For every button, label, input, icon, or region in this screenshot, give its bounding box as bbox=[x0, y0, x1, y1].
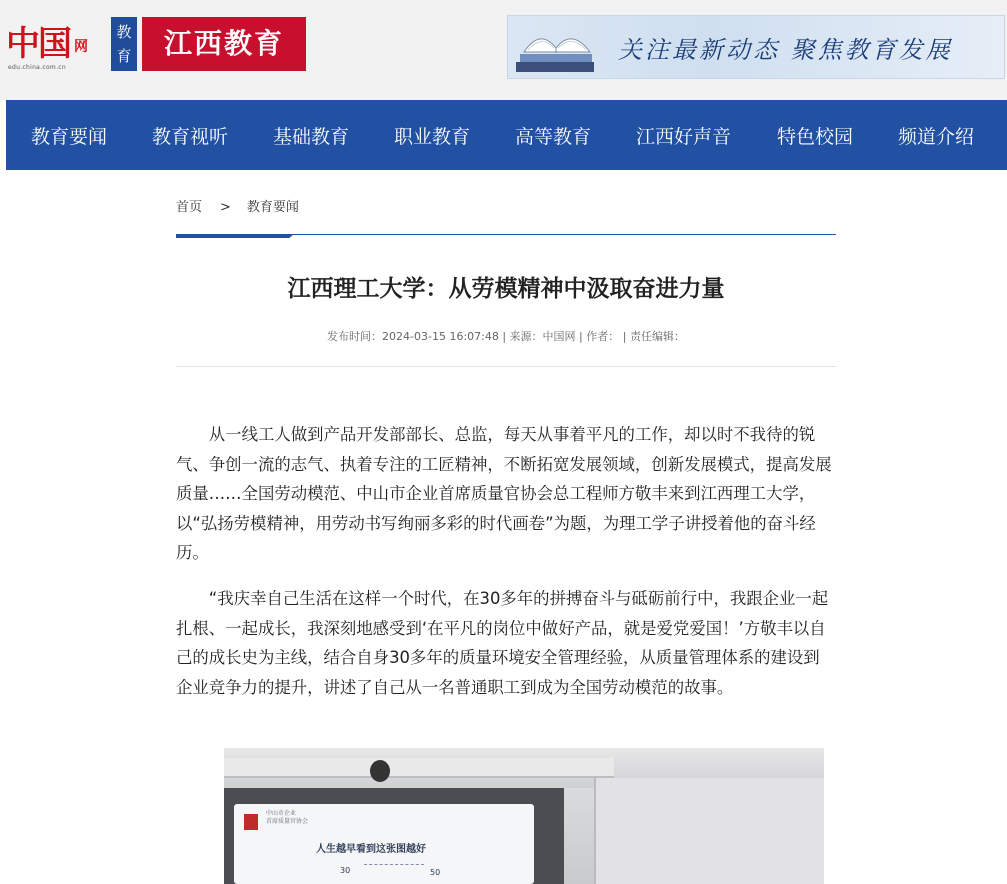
logo-url-text: edu.china.com.cn bbox=[8, 64, 66, 71]
breadcrumb-current[interactable]: 教育要闻 bbox=[246, 200, 299, 215]
article-title: 江西理工大学：从劳模精神中汲取奋进力量 bbox=[287, 276, 725, 302]
header-divider-accent bbox=[176, 234, 294, 238]
camera-icon bbox=[370, 760, 390, 782]
nav-item-higher[interactable]: 高等教育 bbox=[515, 126, 592, 148]
article-paragraph: “我庆幸自己生活在这样一个时代，在30多年的拼搏奋斗与砥砺前行中，我跟企业一起扎根、一起成长，我深刻地感受到‘在平凡的岗位中做好产品，就是爱党爱国！’方敬丰以自己的成长史为主线，结合自身30多年的质量环境安全管理经验，从质量管理体系的建设到企业竞争力的提升，讲述了自己从一名普通职工到成为全国劳动模范的故事。 bbox=[176, 589, 829, 697]
article-photo bbox=[224, 748, 824, 884]
slide-title: 人生越早看到这张图越好 bbox=[316, 844, 426, 855]
photo-door bbox=[594, 778, 824, 884]
breadcrumb-separator: > bbox=[220, 200, 231, 215]
slide-logo-icon bbox=[244, 814, 258, 830]
nav-item-campus[interactable]: 特色校园 bbox=[777, 126, 854, 148]
breadcrumb-home[interactable]: 首页 bbox=[176, 200, 203, 215]
channel-label-text: 教育 bbox=[116, 23, 132, 65]
breadcrumb bbox=[176, 196, 299, 215]
slide-chart-line bbox=[364, 864, 424, 884]
nav-item-video[interactable]: 教育视听 bbox=[152, 126, 229, 148]
site-header bbox=[0, 0, 1007, 100]
site-name-logo[interactable]: 江西教育 bbox=[142, 17, 306, 71]
logo-wang-text: 网 bbox=[74, 39, 88, 55]
photo-beam bbox=[224, 758, 614, 778]
logo-main-text: 中国 bbox=[6, 24, 70, 64]
header-banner bbox=[507, 15, 1005, 79]
nav-item-about[interactable]: 频道介绍 bbox=[898, 126, 975, 148]
nav-item-vocational[interactable]: 职业教育 bbox=[394, 126, 471, 148]
meta-divider bbox=[176, 366, 836, 367]
nav-item-news[interactable]: 教育要闻 bbox=[31, 126, 108, 148]
book-stack-icon bbox=[514, 22, 598, 78]
slide-number: 50 bbox=[430, 868, 441, 877]
article-meta: 发布时间：2024-03-15 16:07:48 | 来源：中国网 | 作者： | 责任编辑： bbox=[327, 330, 685, 343]
banner-slogan: 关注最新动态 聚焦教育发展 bbox=[618, 36, 953, 64]
nav-item-jiangxi-voice[interactable]: 江西好声音 bbox=[636, 126, 732, 148]
slide-subtitle: 中山市企业 首席质量官协会 bbox=[266, 810, 309, 825]
main-nav bbox=[6, 100, 1007, 170]
channel-label[interactable] bbox=[111, 17, 137, 71]
slide-number: 30 bbox=[340, 866, 351, 875]
article-paragraph: 从一线工人做到产品开发部部长、总监，每天从事着平凡的工作，却以时不我待的锐气、争创一流的志气、执着专注的工匠精神，不断拓宽发展领域，创新发展模式，提高发展质量……全国劳动模范、中山市企业首席质量官协会总工程师方敬丰来到江西理工大学，以“弘扬劳模精神，用劳动书写绚丽多彩的时代画卷”为题，为理工学子讲授着他的奋斗经历。 bbox=[176, 425, 832, 562]
china-net-logo[interactable] bbox=[6, 14, 106, 76]
nav-item-basic[interactable]: 基础教育 bbox=[273, 126, 350, 148]
